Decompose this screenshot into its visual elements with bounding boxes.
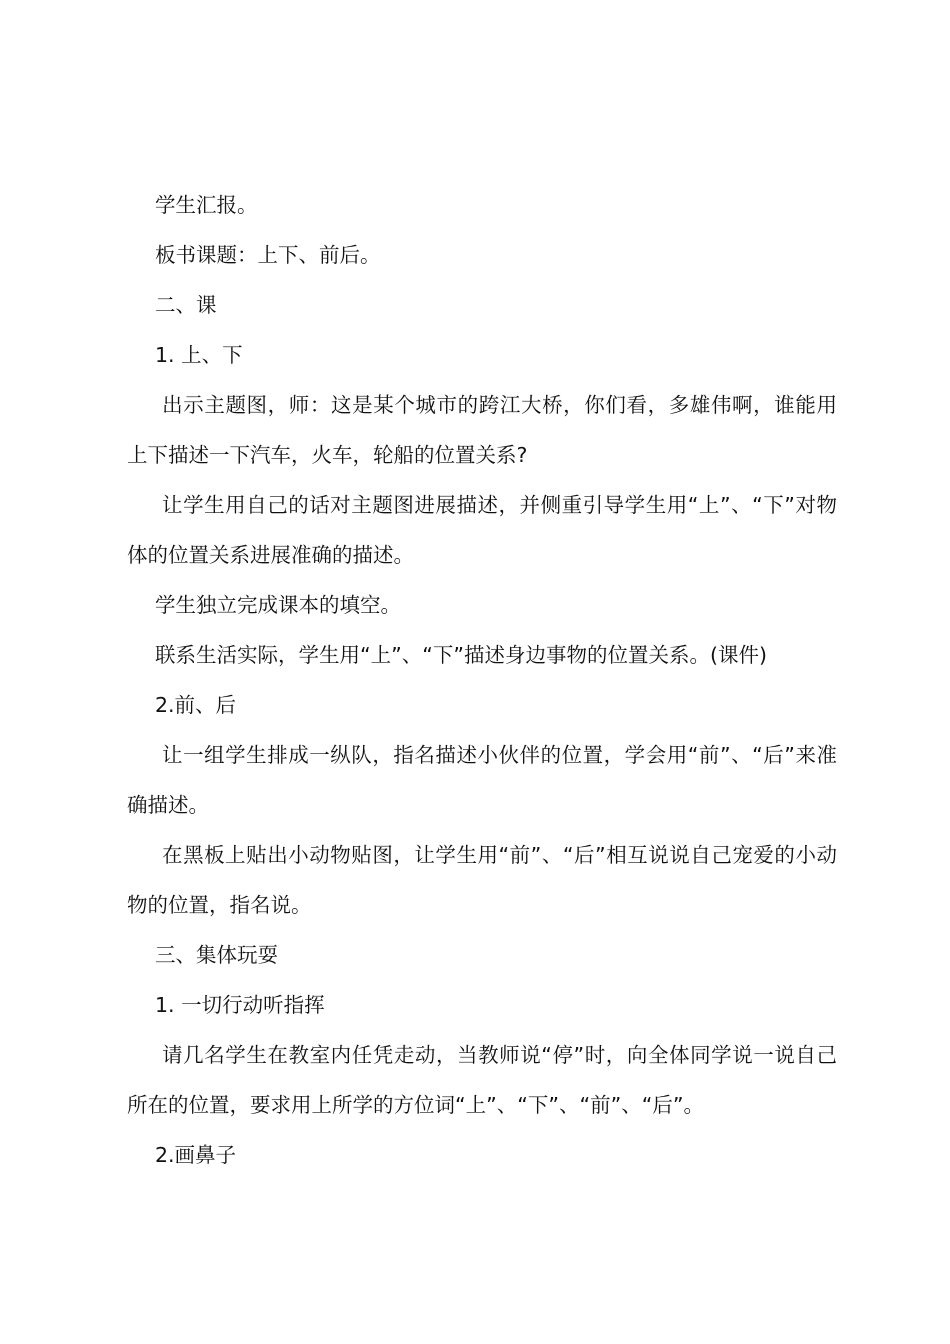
subheading-follow-command: 1. 一切行动听指挥 xyxy=(155,993,325,1017)
section-heading-3: 三、集体玩耍 xyxy=(155,943,278,967)
section-heading-2: 二、课 xyxy=(155,293,217,317)
paragraph-line-up: 让一组学生排成一纵队，指名描述小伙伴的位置，学会用“前”、“后”来准确描述。 xyxy=(127,743,837,817)
paragraph-describe-theme: 让学生用自己的话对主题图进展描述，并侧重引导学生用“上”、“下”对物体的位置关系进展准确的描述。 xyxy=(127,493,837,567)
paragraph-animal-stickers: 在黑板上贴出小动物贴图，让学生用“前”、“后”相互说说自己宠爱的小动物的位置，指名说。 xyxy=(127,843,837,917)
document-body xyxy=(127,180,837,1180)
paragraph-board-title: 板书课题：上下、前后。 xyxy=(155,243,381,267)
subheading-draw-nose: 2.画鼻子 xyxy=(155,1143,237,1167)
paragraph-student-report: 学生汇报。 xyxy=(155,193,258,217)
subheading-front-back: 2.前、后 xyxy=(155,693,237,717)
paragraph-real-life: 联系生活实际，学生用“上”、“下”描述身边事物的位置关系。(课件) xyxy=(155,643,767,667)
subheading-up-down: 1. 上、下 xyxy=(155,343,243,367)
paragraph-walk-stop: 请几名学生在教室内任凭走动，当教师说“停”时，向全体同学说一说自己所在的位置，要求用上所学的方位词“上”、“下”、“前”、“后”。 xyxy=(127,1043,837,1117)
paragraph-fill-blanks: 学生独立完成课本的填空。 xyxy=(155,593,401,617)
paragraph-theme-image: 出示主题图，师：这是某个城市的跨江大桥，你们看，多雄伟啊，谁能用上下描述一下汽车，火车，轮船的位置关系? xyxy=(127,393,837,467)
